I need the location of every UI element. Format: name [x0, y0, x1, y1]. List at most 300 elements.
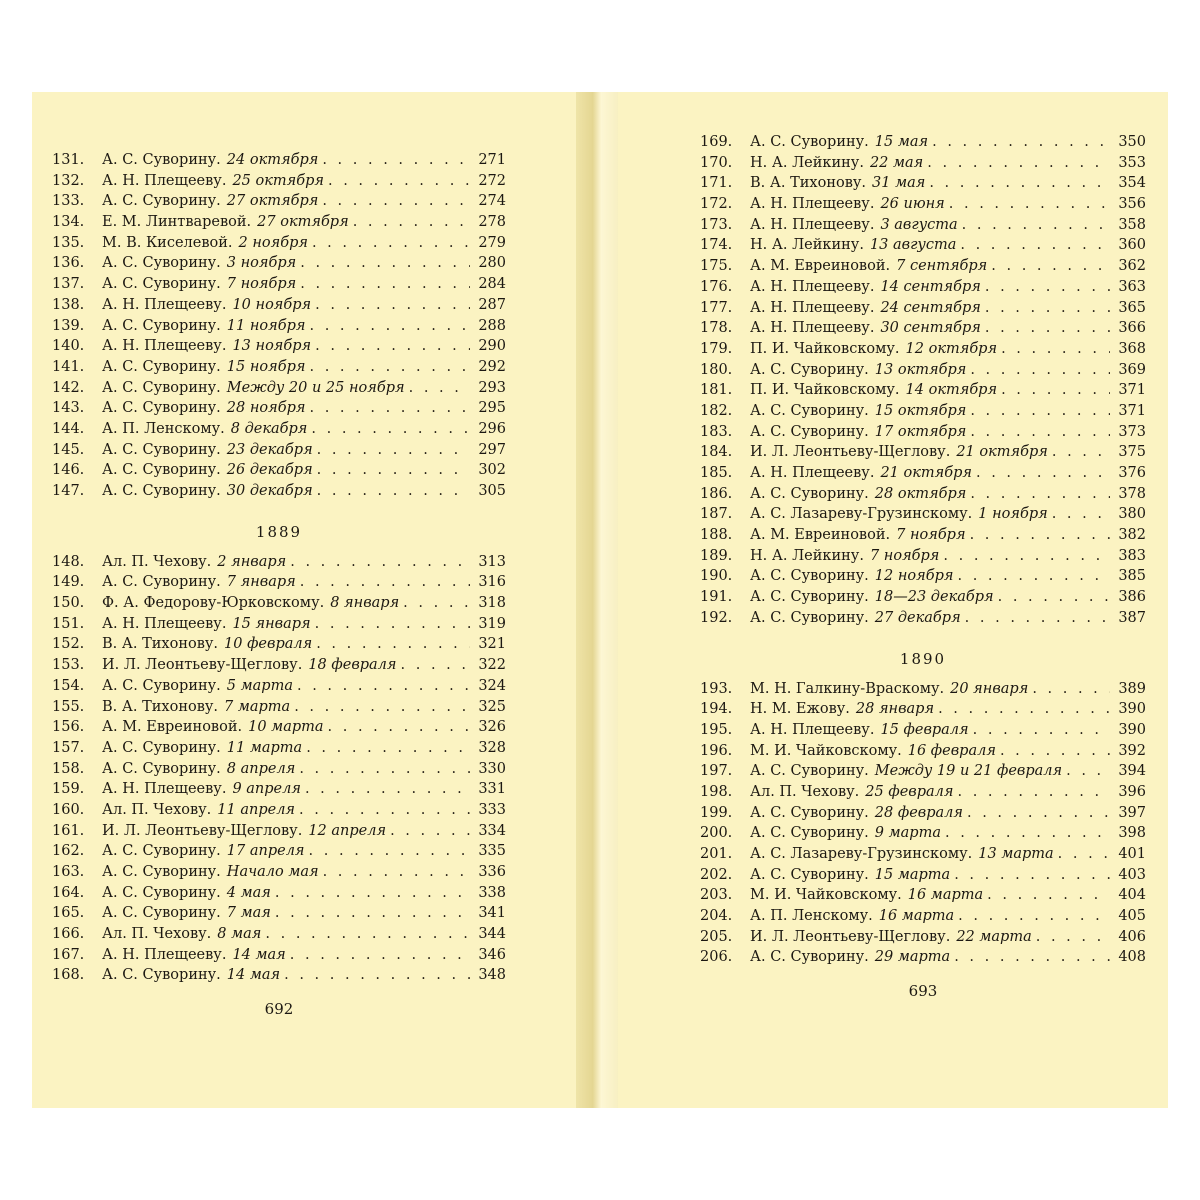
page-number: 398 [1118, 825, 1146, 842]
addressee-name: А. С. Суворину. [102, 884, 221, 901]
entry-number: 135. [52, 234, 85, 251]
page-number: 365 [1118, 299, 1146, 316]
dot-leader [312, 233, 470, 254]
dot-leader [309, 841, 470, 862]
letter-date: 9 апреля [232, 781, 301, 798]
letter-list [700, 679, 1146, 969]
entry-number: 186. [700, 485, 733, 502]
dot-leader [1036, 927, 1110, 948]
addressee-name: А. Н. Плещееву. [750, 278, 875, 295]
dot-leader [1001, 380, 1110, 401]
entry-number: 192. [700, 609, 733, 626]
page-number: 401 [1118, 846, 1146, 862]
letter-date: 18—23 декабря [874, 589, 994, 606]
letter-entry [700, 463, 1146, 484]
entry-number: 136. [52, 255, 85, 272]
entry-number: 150. [52, 595, 85, 612]
letter-entry [52, 191, 506, 212]
entry-number: 170. [700, 154, 733, 171]
letter-entry [700, 339, 1146, 360]
page-number: 385 [1118, 568, 1146, 585]
dot-leader [949, 194, 1110, 215]
page-number: 287 [478, 296, 506, 313]
letter-date: 8 декабря [230, 420, 308, 437]
letter-entry [52, 572, 506, 593]
dot-leader [309, 398, 470, 419]
entry-number: 143. [52, 400, 85, 417]
page-number: 394 [1118, 763, 1146, 780]
year-heading: 1889 [255, 522, 303, 541]
addressee-name: А. С. Суворину. [102, 379, 221, 396]
entry-number: 182. [700, 402, 733, 419]
dot-leader [328, 171, 470, 192]
letter-entry [52, 150, 506, 171]
entry-number: 185. [700, 465, 733, 481]
entry-number: 161. [52, 822, 85, 839]
entry-number: 145. [52, 441, 85, 458]
letter-date: 11 апреля [217, 801, 296, 818]
page-number: 305 [478, 483, 506, 499]
addressee-name: А. С. Суворину. [102, 462, 221, 479]
letter-date: 31 мая [872, 175, 926, 192]
addressee-name: А. Н. Плещееву. [750, 721, 875, 738]
addressee-name: А. С. Суворину. [102, 441, 221, 458]
letter-date: 27 октября [257, 214, 349, 231]
entry-number: 193. [700, 680, 733, 697]
dot-leader [309, 316, 470, 337]
letter-date: 14 мая [232, 946, 286, 963]
letter-date: 16 февраля [907, 742, 996, 759]
letter-entry [700, 782, 1146, 803]
letter-entry [700, 720, 1146, 741]
entry-number: 140. [52, 338, 85, 355]
letter-entry [52, 821, 506, 842]
letter-date: 30 сентября [880, 320, 981, 337]
page-number: 318 [478, 595, 506, 612]
letter-date: 2 ноября [238, 234, 308, 251]
page-number: 356 [1118, 196, 1146, 213]
dot-leader [1058, 844, 1110, 865]
dot-leader [1066, 761, 1110, 782]
addressee-name: А. Н. Плещееву. [750, 320, 875, 337]
addressee-name: А. С. Суворину. [102, 905, 221, 922]
addressee-name: А. М. Евреиновой. [750, 258, 891, 275]
entry-number: 194. [700, 701, 733, 718]
letter-date: 16 марта [878, 908, 955, 925]
dot-leader [970, 401, 1110, 422]
letter-entry [700, 194, 1146, 215]
entry-number: 200. [700, 825, 733, 842]
dot-leader [299, 759, 470, 780]
letter-date: 7 мая [226, 905, 271, 922]
dot-leader [976, 463, 1110, 484]
addressee-name: А. М. Евреиновой. [102, 719, 243, 736]
page-number: 322 [478, 657, 506, 674]
dot-leader [1052, 504, 1110, 525]
entry-number: 166. [52, 926, 85, 943]
letter-entry [700, 504, 1146, 525]
dot-leader [962, 215, 1110, 236]
letter-date: 8 мая [217, 926, 262, 943]
page-number: 346 [478, 946, 506, 963]
page-number: 333 [478, 801, 506, 818]
letter-entry [52, 398, 506, 419]
letter-entry [52, 378, 506, 399]
page-number: 338 [478, 884, 506, 901]
addressee-name: А. С. Суворину. [750, 402, 869, 419]
book-gutter [576, 92, 618, 1108]
addressee-name: В. А. Тихонову. [750, 175, 867, 192]
addressee-name: М. И. Чайковскому. [750, 887, 902, 904]
page-number: 376 [1118, 465, 1146, 481]
entry-number: 188. [700, 527, 733, 544]
entry-number: 148. [52, 553, 85, 570]
addressee-name: А. С. Суворину. [102, 739, 221, 756]
letter-date: 1 ноября [978, 506, 1048, 523]
page-number: 386 [1118, 589, 1146, 606]
entry-number: 141. [52, 358, 85, 375]
addressee-name: П. И. Чайковскому. [750, 382, 900, 399]
addressee-name: И. Л. Леонтьеву-Щеглову. [102, 657, 303, 674]
letter-entry [52, 738, 506, 759]
dot-leader [323, 862, 470, 883]
page-number: 404 [1118, 887, 1146, 904]
page-number: 371 [1118, 382, 1146, 399]
letter-date: 28 февраля [874, 804, 963, 821]
page-number: 290 [478, 338, 506, 355]
page-number: 348 [478, 967, 506, 984]
addressee-name: Ф. А. Федорову-Юрковскому. [102, 595, 325, 612]
entry-number: 146. [52, 462, 85, 479]
letter-date: 7 ноября [869, 547, 940, 564]
letter-date: 17 апреля [226, 843, 305, 860]
letter-entry [700, 546, 1146, 567]
letter-entry [700, 360, 1146, 381]
letter-entry [52, 862, 506, 883]
addressee-name: В. А. Тихонову. [102, 636, 219, 653]
letter-entry [700, 608, 1146, 629]
entry-number: 180. [700, 361, 733, 378]
letter-entry [700, 906, 1146, 927]
page-number: 335 [478, 843, 506, 860]
dot-leader [927, 153, 1110, 174]
dot-leader [401, 655, 470, 676]
addressee-name: А. С. Суворину. [102, 193, 221, 210]
entry-number: 149. [52, 574, 85, 591]
letter-date: 16 марта [907, 887, 984, 904]
letter-entry [700, 741, 1146, 762]
addressee-name: А. Н. Плещееву. [750, 465, 875, 481]
addressee-name: А. С. Суворину. [750, 589, 869, 606]
addressee-name: Н. А. Лейкину. [750, 154, 864, 171]
letter-entry [700, 484, 1146, 505]
page-number: 362 [1118, 258, 1146, 275]
dot-leader [403, 593, 470, 614]
letter-date: 28 ноября [226, 400, 306, 417]
addressee-name: И. Л. Леонтьеву-Щеглову. [750, 928, 951, 945]
addressee-name: А. С. Суворину. [102, 574, 221, 591]
addressee-name: Ал. П. Чехову. [750, 783, 860, 800]
entry-number: 174. [700, 237, 733, 254]
letter-entry [700, 401, 1146, 422]
page-number: 403 [1118, 866, 1146, 883]
entry-number: 203. [700, 887, 733, 904]
letter-date: 30 декабря [226, 483, 313, 499]
addressee-name: Ал. П. Чехову. [102, 801, 212, 818]
dot-leader [284, 965, 470, 986]
entry-number: 177. [700, 299, 733, 316]
letter-date: 7 марта [224, 698, 291, 715]
addressee-name: А. Н. Плещееву. [102, 338, 227, 355]
letter-entry [52, 440, 506, 461]
dot-leader [985, 277, 1110, 298]
letter-date: 15 октября [874, 402, 967, 419]
dot-leader [954, 865, 1110, 886]
entry-number: 154. [52, 677, 85, 694]
letter-date: 12 октября [905, 340, 998, 357]
dot-leader [390, 821, 470, 842]
addressee-name: А. С. Суворину. [102, 843, 221, 860]
letter-date: 13 марта [978, 846, 1054, 862]
dot-leader [957, 566, 1110, 587]
entry-number: 179. [700, 340, 733, 357]
letter-entry [52, 759, 506, 780]
letter-entry [700, 699, 1146, 720]
letter-date: 4 мая [226, 884, 271, 901]
entry-number: 163. [52, 864, 85, 880]
dot-leader [316, 634, 470, 655]
page-number: 353 [1118, 154, 1146, 171]
page-number: 334 [478, 822, 506, 839]
letter-entry [52, 965, 506, 986]
page-number: 378 [1118, 485, 1146, 502]
page-number: 319 [478, 615, 506, 632]
addressee-name: А. С. Суворину. [750, 361, 869, 378]
letter-entry [52, 676, 506, 697]
year-heading: 1890 [899, 649, 947, 668]
entry-number: 196. [700, 742, 733, 759]
addressee-name: А. С. Суворину. [750, 609, 869, 626]
page-number: 280 [478, 255, 506, 272]
addressee-name: А. П. Ленскому. [102, 420, 225, 437]
letter-date: 15 января [232, 615, 311, 632]
dot-leader [297, 676, 470, 697]
page-number: 396 [1118, 783, 1146, 800]
dot-leader [294, 697, 470, 718]
dot-leader [970, 525, 1110, 546]
letter-entry [52, 717, 506, 738]
page-number: 296 [478, 420, 506, 437]
entry-number: 139. [52, 317, 85, 334]
dot-leader [954, 947, 1110, 968]
letter-date: 14 сентября [880, 278, 981, 295]
addressee-name: А. С. Суворину. [750, 804, 869, 821]
page-number: 313 [478, 553, 506, 570]
addressee-name: А. Н. Плещееву. [102, 296, 227, 313]
dot-leader [960, 235, 1110, 256]
letter-entry [52, 419, 506, 440]
dot-leader [965, 608, 1110, 629]
letter-entry [700, 380, 1146, 401]
page-number: 328 [478, 739, 506, 756]
dot-leader [317, 440, 470, 461]
entry-number: 162. [52, 843, 85, 860]
page-number: 344 [478, 926, 506, 943]
letter-date: 23 декабря [226, 441, 313, 458]
addressee-name: А. С. Суворину. [750, 763, 869, 780]
entry-number: 205. [700, 928, 733, 945]
letter-entry [52, 697, 506, 718]
dot-leader [275, 903, 470, 924]
letter-date: 12 ноября [874, 568, 954, 585]
letter-entry [52, 460, 506, 481]
letter-date: 9 марта [874, 825, 941, 842]
letter-entry [52, 800, 506, 821]
letter-entry [700, 422, 1146, 443]
entry-number: 191. [700, 589, 733, 606]
dot-leader [957, 782, 1110, 803]
dot-leader [998, 587, 1110, 608]
dot-leader [985, 318, 1110, 339]
addressee-name: М. И. Чайковскому. [750, 742, 902, 759]
dot-leader [1001, 339, 1110, 360]
page-number: 293 [478, 379, 506, 396]
dot-leader [943, 546, 1110, 567]
dot-leader [958, 906, 1110, 927]
letter-date: 20 января [950, 680, 1029, 697]
entry-number: 173. [700, 216, 733, 233]
letter-entry [52, 903, 506, 924]
page-number: 288 [478, 317, 506, 334]
letter-entry [52, 634, 506, 655]
letter-date: 15 ноября [226, 358, 306, 375]
letter-date: 29 марта [874, 949, 951, 966]
entry-number: 176. [700, 278, 733, 295]
entry-number: 198. [700, 783, 733, 800]
addressee-name: А. С. Суворину. [102, 864, 221, 880]
entry-number: 137. [52, 276, 85, 293]
letter-entry [52, 212, 506, 233]
dot-leader [290, 945, 470, 966]
page-number: 380 [1118, 506, 1146, 523]
letter-date: 25 октября [232, 172, 324, 189]
letter-date: Начало мая [226, 864, 319, 880]
letter-date: 10 марта [248, 719, 324, 736]
addressee-name: А. С. Лазареву-Грузинскому. [750, 846, 973, 862]
page-number: 363 [1118, 278, 1146, 295]
letter-entry [52, 593, 506, 614]
page-number: 326 [478, 719, 506, 736]
dot-leader [322, 150, 470, 171]
page-number: 368 [1118, 340, 1146, 357]
addressee-name: А. Н. Плещееву. [102, 781, 227, 798]
left-page [52, 150, 506, 1018]
folio-number: 692 [264, 1000, 294, 1019]
dot-leader [306, 738, 470, 759]
page-number: 408 [1118, 949, 1146, 966]
addressee-name: А. С. Суворину. [102, 276, 221, 293]
addressee-name: А. Н. Плещееву. [102, 615, 227, 632]
page-number: 366 [1118, 320, 1146, 337]
addressee-name: А. С. Суворину. [102, 317, 221, 334]
addressee-name: М. В. Киселевой. [102, 234, 233, 251]
addressee-name: А. С. Суворину. [102, 255, 221, 272]
page-number: 336 [478, 864, 506, 880]
letter-date: 17 октября [874, 423, 967, 440]
addressee-name: А. С. Суворину. [102, 483, 221, 499]
dot-leader [311, 419, 470, 440]
page-number: 274 [478, 193, 506, 210]
letter-entry [700, 865, 1146, 886]
letter-date: 7 сентября [896, 258, 988, 275]
dot-leader [985, 298, 1110, 319]
letter-date: 26 июня [880, 196, 945, 213]
page-number: 375 [1118, 444, 1146, 461]
entry-number: 164. [52, 884, 85, 901]
page-number: 360 [1118, 237, 1146, 254]
right-page [700, 132, 1146, 1000]
page-number: 272 [478, 172, 506, 189]
letter-date: 15 марта [874, 866, 951, 883]
letter-entry [700, 442, 1146, 463]
addressee-name: А. Н. Плещееву. [750, 299, 875, 316]
entry-number: 201. [700, 846, 733, 862]
page-number: 341 [478, 905, 506, 922]
page-number: 383 [1118, 547, 1146, 564]
entry-number: 153. [52, 657, 85, 674]
dot-leader [315, 614, 470, 635]
addressee-name: Е. М. Линтваревой. [102, 214, 252, 231]
page-number: 279 [478, 234, 506, 251]
letter-entry [52, 336, 506, 357]
letter-entry [52, 295, 506, 316]
entry-number: 202. [700, 866, 733, 883]
page-number: 350 [1118, 134, 1146, 150]
addressee-name: А. С. Суворину. [750, 423, 869, 440]
dot-leader [315, 336, 470, 357]
addressee-name: А. Н. Плещееву. [102, 172, 227, 189]
dot-leader [987, 885, 1110, 906]
page-number: 397 [1118, 804, 1146, 821]
entry-number: 134. [52, 214, 85, 231]
dot-leader [290, 552, 470, 573]
entry-number: 171. [700, 175, 733, 192]
dot-leader [967, 803, 1110, 824]
addressee-name: Ал. П. Чехову. [102, 553, 212, 570]
letter-date: 13 августа [869, 237, 957, 254]
letter-date: 8 апреля [226, 760, 296, 777]
letter-date: 3 ноября [226, 255, 297, 272]
addressee-name: М. Н. Галкину-Враскому. [750, 680, 945, 697]
letter-entry [700, 132, 1146, 153]
dot-leader [275, 883, 470, 904]
letter-date: 11 ноября [226, 317, 306, 334]
addressee-name: А. С. Суворину. [750, 949, 869, 966]
letter-entry [700, 525, 1146, 546]
addressee-name: А. С. Суворину. [102, 677, 221, 694]
page-number: 278 [478, 214, 506, 231]
entry-number: 197. [700, 763, 733, 780]
page-number: 389 [1118, 680, 1146, 697]
entry-number: 144. [52, 420, 85, 437]
addressee-name: А. П. Ленскому. [750, 908, 873, 925]
dot-leader [322, 191, 470, 212]
entry-number: 157. [52, 739, 85, 756]
dot-leader [970, 484, 1110, 505]
dot-leader [929, 173, 1110, 194]
entry-number: 133. [52, 193, 85, 210]
letter-date: 14 мая [226, 967, 281, 984]
